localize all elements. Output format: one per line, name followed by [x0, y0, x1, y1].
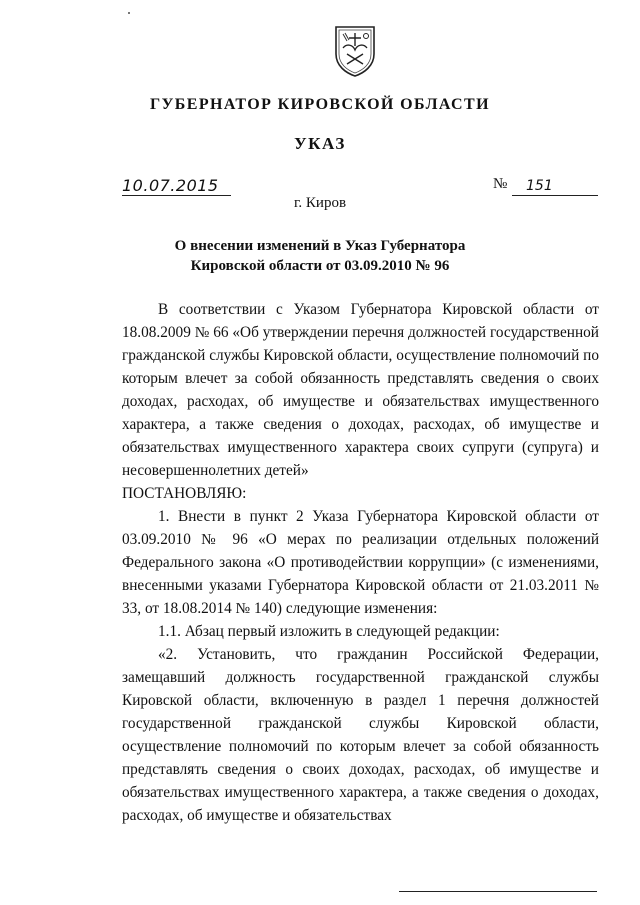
authority-heading: ГУБЕРНАТОР КИРОВСКОЙ ОБЛАСТИ [150, 96, 490, 113]
number-label: № [493, 176, 508, 192]
city-label: г. Киров [293, 195, 347, 211]
footnote-divider [399, 891, 597, 892]
body-paragraph-preamble: В соответствии с Указом Губернатора Кировской области от 18.08.2009 № 66 «Об утверждении перечня должностей государственной гражданской службы Кировской области, осуществление полномочий по которым влечет за собой обязанность представлять сведения о своих доходах, расходах, об имуществе и обязательствах имущественного характера, а также сведения о доходах, расходах, об имуществе и обязательствах имущественного характера своих супруги (супруга) и несовершеннолетних детей» [122, 301, 599, 479]
document-body [122, 298, 599, 827]
document-date: 10.07.2015 [122, 177, 231, 196]
kirov-coat-of-arms-icon [333, 24, 377, 78]
body-paragraph-item-1-1: 1.1. Абзац первый изложить в следующей редакции: [158, 623, 500, 640]
document-type-heading: УКАЗ [294, 134, 346, 153]
body-paragraph-item-1: 1. Внести в пункт 2 Указа Губернатора Кировской области от 03.09.2010 № 96 «О мерах по реализации отдельных положений Федерального закона «О противодействии коррупции» (с изменениями, внесенными указами Губернатора Кировской области от 21.03.2011 № 33, от 18.08.2014 № 140) следующие изменения: [122, 508, 599, 617]
body-paragraph-item-2: «2. Установить, что гражданин Российской Федерации, замещавший должность государственной гражданской службы Кировской области, включенную в раздел 1 перечня должностей государственной гражданской службы Кировской области, осуществление полномочий по которым влечет за собой обязанность представлять сведения о своих доходах, расходах, об имуществе и обязательствах имущественного характера, а также сведения о доходах, расходах, об имуществе и обязательствах [122, 646, 599, 824]
title-line-2: Кировской области от 03.09.2010 № 96 [190, 258, 450, 274]
document-title [0, 236, 640, 276]
title-line-1: О внесении изменений в Указ Губернатора [174, 238, 466, 254]
scan-speck [128, 12, 130, 14]
document-number: 151 [512, 177, 598, 196]
body-paragraph-decree: ПОСТАНОВЛЯЮ: [122, 485, 247, 502]
